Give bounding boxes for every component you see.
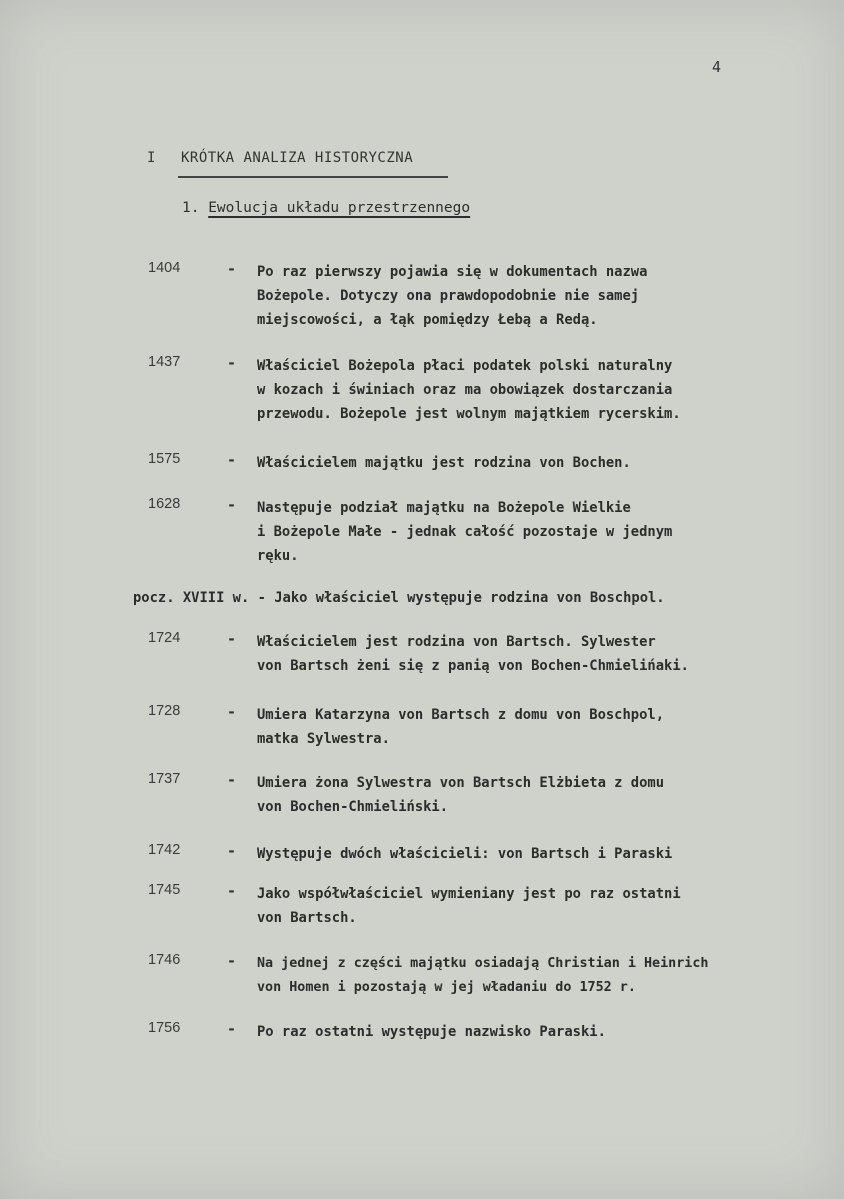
entry-dash: - (227, 703, 237, 721)
entry-text (257, 260, 647, 332)
entry-dash: - (227, 451, 237, 469)
entry-year: 1737 (148, 771, 181, 787)
entry-line: przewodu. Bożepole jest wolnym majątkiem rycerskim. (257, 406, 681, 422)
page-number: 4 (712, 58, 722, 76)
entry-line: i Bożepole Małe - jednak całość pozostaje w jednym (257, 524, 673, 540)
heading-underline (178, 176, 448, 178)
entry-text (257, 703, 664, 751)
section-title: KRÓTKA ANALIZA HISTORYCZNA (181, 150, 414, 166)
entry-line: Właścicielem jest rodzina von Bartsch. Sylwester (257, 634, 656, 650)
section-heading (147, 150, 413, 166)
entry-line: von Bochen-Chmieliński. (257, 799, 449, 815)
entry-year: 1628 (148, 496, 181, 512)
entry-year: 1728 (148, 703, 181, 719)
entry-line: miejscowości, a łąk pomiędzy Łebą a Redą. (257, 312, 598, 328)
entry-dash: - (227, 882, 237, 900)
subsection-title: Ewolucja układu przestrzennego (208, 200, 471, 216)
entry-text (257, 496, 672, 568)
entry-year: 1437 (148, 354, 181, 370)
entry-dash: - (227, 1020, 237, 1038)
entry-text (257, 771, 664, 819)
entry-line: Na jednej z części majątku osiadają Christian i Heinrich (257, 956, 709, 971)
entry-line: Po raz ostatni występuje nazwisko Paraski. (257, 1024, 606, 1040)
entry-year: 1756 (148, 1020, 181, 1036)
entry-line: Jako współwłaściciel wymieniany jest po raz ostatni (257, 886, 681, 902)
entry-line: Umiera Katarzyna von Bartsch z domu von Boschpol, (257, 707, 665, 723)
entry-year: 1724 (148, 630, 181, 646)
entry-line: w kozach i świniach oraz ma obowiązek dostarczania (257, 382, 673, 398)
entry-text (257, 1020, 606, 1044)
entry-dash: - (227, 842, 237, 860)
entry-year: 1745 (148, 882, 181, 898)
entry-line: von Bartsch. (257, 910, 357, 926)
entry-line: Bożepole. Dotyczy ona prawdopodobnie nie samej (257, 288, 640, 304)
entry-text (257, 630, 689, 678)
entry-text (257, 882, 681, 930)
entry-line: Następuje podział majątku na Bożepole Wielkie (257, 500, 631, 516)
entry-text (257, 952, 708, 1000)
entry-line: Właścicielem majątku jest rodzina von Bochen. (257, 455, 631, 471)
entry-line: Występuje dwóch właścicieli: von Bartsch i Paraski (257, 846, 673, 862)
entry-year: 1746 (148, 952, 181, 968)
entry-line: von Homen i pozostają w jej władaniu do 1752 r. (257, 980, 636, 995)
entry-dash: - (227, 496, 237, 514)
entry-dash: - (227, 260, 237, 278)
entry-text (257, 842, 672, 866)
entry-line: Właściciel Bożepola płaci podatek polski naturalny (257, 358, 673, 374)
entry-dash: - (227, 354, 237, 372)
subsection-number: 1. (182, 200, 200, 216)
section-number: I (147, 150, 156, 166)
entry-dash: - (227, 771, 237, 789)
entry-year: 1575 (148, 451, 181, 467)
entry-dash: - (227, 952, 237, 970)
entry-line: Umiera żona Sylwestra von Bartsch Elżbieta z domu (257, 775, 665, 791)
subsection-heading (182, 200, 470, 216)
entry-year: 1742 (148, 842, 181, 858)
entry-line: matka Sylwestra. (257, 731, 390, 747)
entry-year: 1404 (148, 260, 181, 276)
entry-text (257, 451, 631, 475)
entry-line: ręku. (257, 548, 299, 564)
early-18th-century-entry: pocz. XVIII w. - Jako właściciel występuje rodzina von Boschpol. (133, 590, 665, 606)
entry-line: von Bartsch żeni się z panią von Bochen-Chmielińaki. (257, 658, 689, 674)
entry-dash: - (227, 630, 237, 648)
entry-line: Po raz pierwszy pojawia się w dokumentach nazwa (257, 264, 648, 280)
entry-text (257, 354, 681, 426)
